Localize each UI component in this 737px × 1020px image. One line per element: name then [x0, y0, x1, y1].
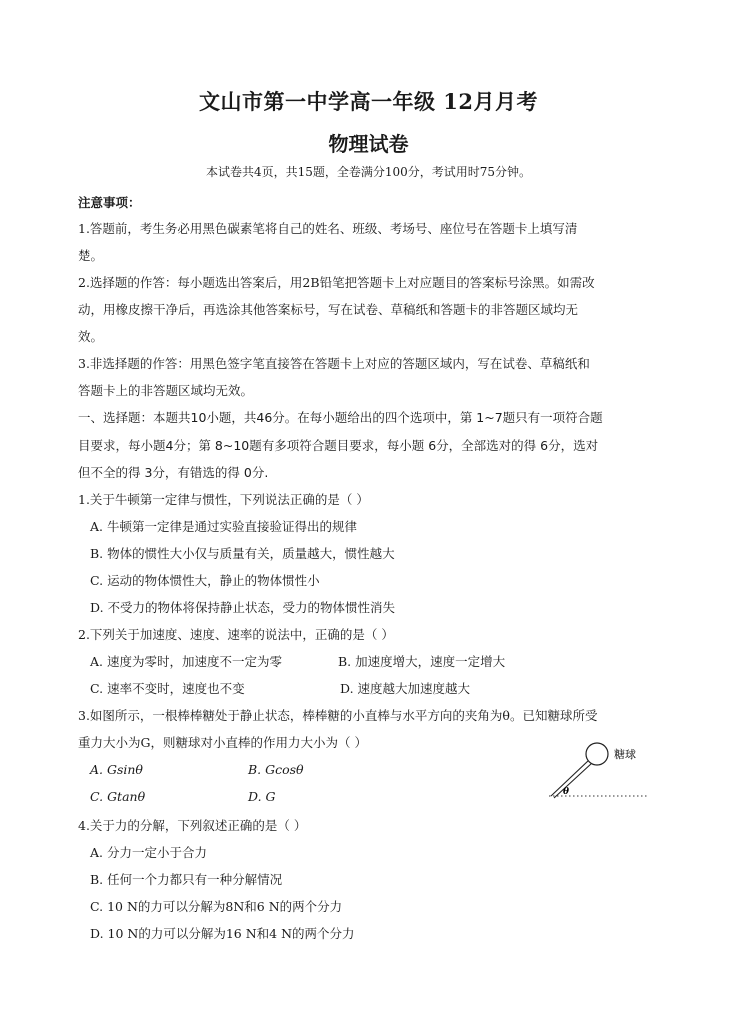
lollipop-stick-edge-1 — [551, 760, 589, 796]
question-4-option-d: D. 10 N的力可以分解为16 N和4 N的两个分力 — [90, 926, 355, 941]
note-1-line-2: 楚。 — [78, 248, 104, 263]
exam-title: 文山市第一中学高一年级 12月月考 — [198, 89, 539, 114]
question-3-stem-line-2: 重力大小为G，则糖球对小直棒的作用力大小为（ ） — [78, 735, 367, 750]
candy-ball — [586, 743, 608, 765]
question-3-stem-line-1: 3.如图所示，一根棒棒糖处于静止状态，棒棒糖的小直棒与水平方向的夹角为θ。已知糖球所受 — [78, 708, 598, 723]
question-2-option-c: C. 速率不变时，速度也不变 — [90, 681, 245, 696]
note-3-line-2: 答题卡上的非答题区域均无效。 — [78, 383, 254, 398]
question-4-option-b: B. 任何一个力都只有一种分解情况 — [90, 872, 283, 887]
question-1-option-c: C. 运动的物体惯性大，静止的物体惯性小 — [90, 573, 320, 588]
section-1-instructions-line-1: 一、选择题：本题共10小题，共46分。在每小题给出的四个选项中，第 1~7题只有一项符合题 — [78, 410, 603, 425]
question-3-option-c: C. Gtanθ — [90, 789, 146, 804]
subject-title: 物理试卷 — [328, 132, 409, 156]
question-4-stem: 4.关于力的分解，下列叙述正确的是（ ） — [78, 818, 307, 833]
question-1-option-d: D. 不受力的物体将保持静止状态，受力的物体惯性消失 — [90, 600, 396, 615]
question-1-stem: 1.关于牛顿第一定律与惯性，下列说法正确的是（ ） — [78, 492, 369, 507]
note-2-line-3: 效。 — [78, 329, 104, 344]
lollipop-stick-edge-2 — [554, 763, 592, 798]
angle-theta-label: θ — [563, 787, 570, 797]
question-2-option-b: B. 加速度增大，速度一定增大 — [338, 654, 506, 669]
note-1-line-1: 1.答题前，考生务必用黑色碳素笔将自己的姓名、班级、考场号、座位号在答题卡上填写清 — [78, 221, 578, 236]
question-1-option-a: A. 牛顿第一定律是通过实验直接验证得出的规律 — [90, 519, 357, 534]
question-2-stem: 2.下列关于加速度、速度、速率的说法中，正确的是（ ） — [78, 627, 394, 642]
lollipop-figure — [545, 740, 650, 802]
question-2-option-d: D. 速度越大加速度越大 — [340, 681, 471, 696]
question-3-option-b: B. Gcosθ — [248, 762, 304, 777]
question-1-option-b: B. 物体的惯性大小仅与质量有关，质量越大，惯性越大 — [90, 546, 395, 561]
question-3-option-a: A. Gsinθ — [90, 762, 143, 777]
question-4-option-a: A. 分力一定小于合力 — [90, 845, 207, 860]
notes-heading: 注意事项： — [78, 195, 141, 210]
candy-ball-label: 糖球 — [614, 748, 636, 761]
exam-info: 本试卷共4页，共15题，全卷满分100分，考试用时75分钟。 — [205, 165, 532, 179]
section-1-instructions-line-2: 目要求，每小题4分；第 8~10题有多项符合题目要求，每小题 6分，全部选对的得 6分，选对 — [78, 438, 599, 453]
question-3-option-d: D. G — [248, 789, 276, 804]
note-2-line-2: 动，用橡皮擦干净后，再选涂其他答案标号，写在试卷、草稿纸和答题卡的非答题区域均无 — [78, 302, 579, 317]
note-2-line-1: 2.选择题的作答：每小题选出答案后，用2B铅笔把答题卡上对应题目的答案标号涂黑。如需改 — [78, 275, 595, 290]
section-1-instructions-line-3: 但不全的得 3分，有错选的得 0分. — [78, 465, 269, 480]
question-2-option-a: A. 速度为零时，加速度不一定为零 — [90, 654, 282, 669]
question-4-option-c: C. 10 N的力可以分解为8N和6 N的两个分力 — [90, 899, 343, 914]
note-3-line-1: 3.非选择题的作答：用黑色签字笔直接答在答题卡上对应的答题区域内，写在试卷、草稿纸和 — [78, 356, 590, 371]
